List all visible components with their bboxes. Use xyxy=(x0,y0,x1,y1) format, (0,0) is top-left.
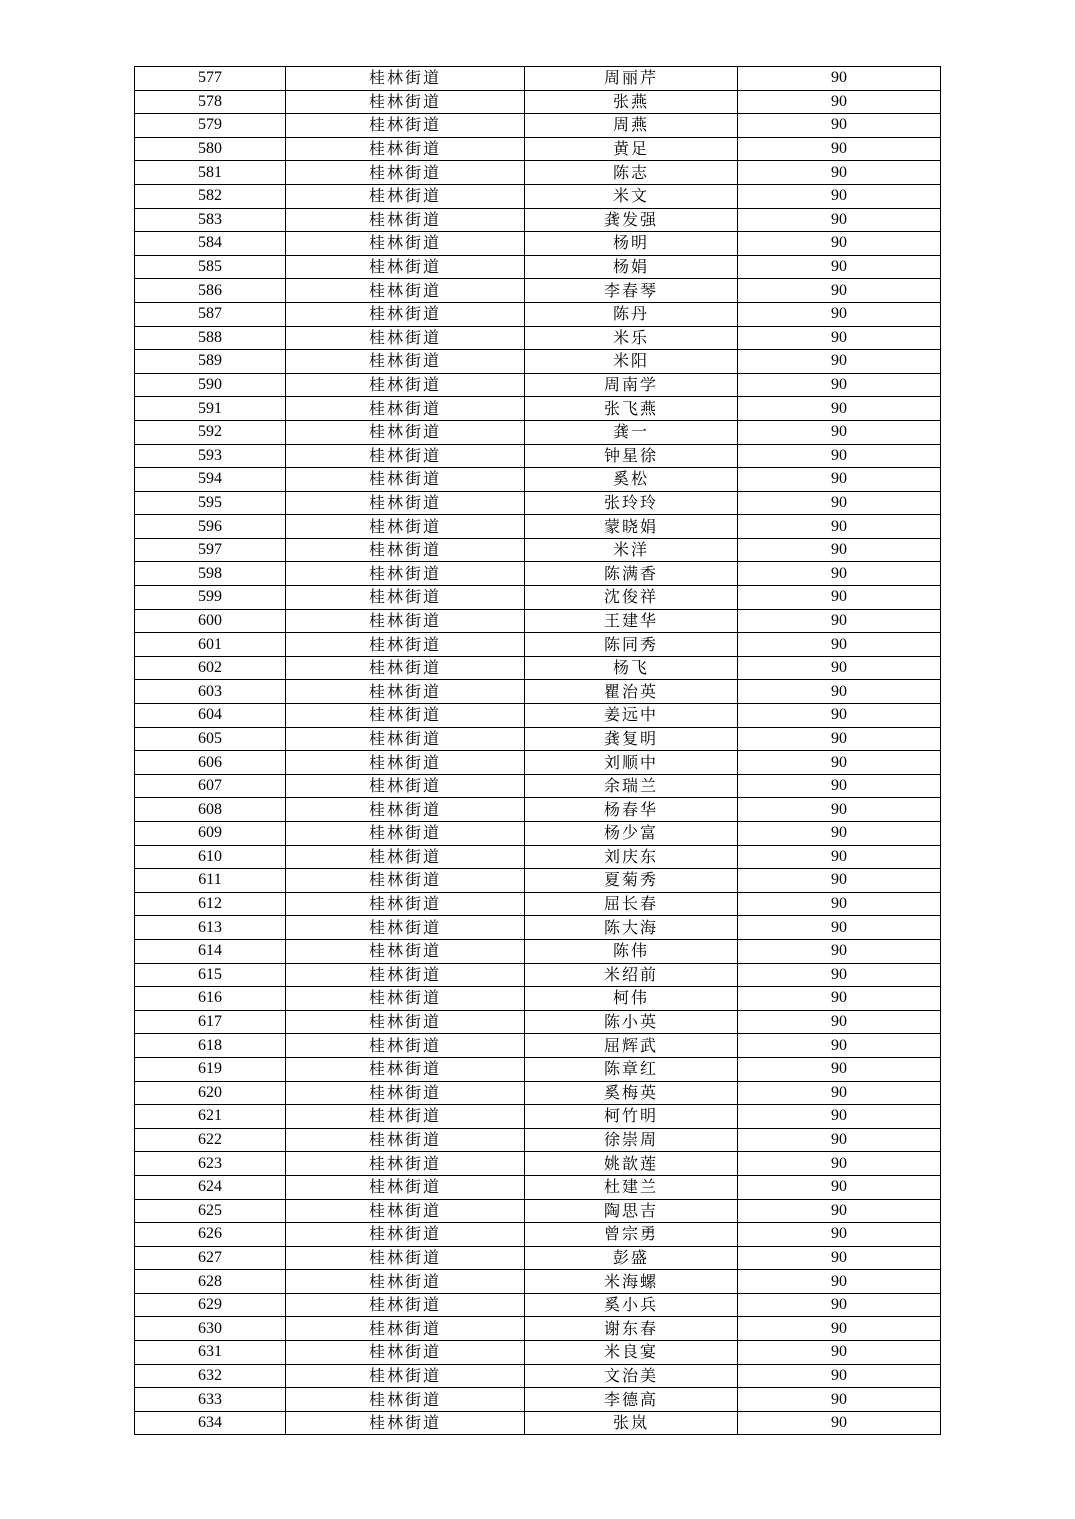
amount-value: 90 xyxy=(738,67,941,91)
person-name: 陶思吉 xyxy=(525,1199,738,1223)
amount-value: 90 xyxy=(738,987,941,1011)
table-row xyxy=(135,1411,941,1435)
amount-value: 90 xyxy=(738,633,941,657)
row-number: 580 xyxy=(135,137,286,161)
row-number: 622 xyxy=(135,1128,286,1152)
person-name: 刘顺中 xyxy=(525,751,738,775)
person-name: 龚一 xyxy=(525,420,738,444)
table-row xyxy=(135,350,941,374)
table-row xyxy=(135,869,941,893)
street-name: 桂林街道 xyxy=(286,1010,525,1034)
person-name: 龚复明 xyxy=(525,727,738,751)
street-name: 桂林街道 xyxy=(286,137,525,161)
row-number: 613 xyxy=(135,916,286,940)
street-name: 桂林街道 xyxy=(286,1293,525,1317)
table-row xyxy=(135,1270,941,1294)
row-number: 618 xyxy=(135,1034,286,1058)
person-name: 杨娟 xyxy=(525,255,738,279)
street-name: 桂林街道 xyxy=(286,515,525,539)
amount-value: 90 xyxy=(738,208,941,232)
person-name: 陈满香 xyxy=(525,562,738,586)
row-number: 601 xyxy=(135,633,286,657)
amount-value: 90 xyxy=(738,90,941,114)
amount-value: 90 xyxy=(738,798,941,822)
person-name: 周丽芹 xyxy=(525,67,738,91)
street-name: 桂林街道 xyxy=(286,1317,525,1341)
table-row xyxy=(135,1034,941,1058)
table-row xyxy=(135,1317,941,1341)
row-number: 594 xyxy=(135,468,286,492)
table-row xyxy=(135,515,941,539)
street-name: 桂林街道 xyxy=(286,751,525,775)
row-number: 591 xyxy=(135,397,286,421)
amount-value: 90 xyxy=(738,1010,941,1034)
table-row xyxy=(135,420,941,444)
row-number: 625 xyxy=(135,1199,286,1223)
table-row xyxy=(135,916,941,940)
street-name: 桂林街道 xyxy=(286,798,525,822)
street-name: 桂林街道 xyxy=(286,1105,525,1129)
row-number: 585 xyxy=(135,255,286,279)
roster-body xyxy=(135,67,941,1435)
table-row xyxy=(135,1105,941,1129)
amount-value: 90 xyxy=(738,538,941,562)
row-number: 608 xyxy=(135,798,286,822)
street-name: 桂林街道 xyxy=(286,1388,525,1412)
street-name: 桂林街道 xyxy=(286,1152,525,1176)
amount-value: 90 xyxy=(738,562,941,586)
street-name: 桂林街道 xyxy=(286,326,525,350)
street-name: 桂林街道 xyxy=(286,279,525,303)
amount-value: 90 xyxy=(738,845,941,869)
row-number: 596 xyxy=(135,515,286,539)
table-row xyxy=(135,444,941,468)
table-row xyxy=(135,1341,941,1365)
table-row xyxy=(135,939,941,963)
amount-value: 90 xyxy=(738,751,941,775)
street-name: 桂林街道 xyxy=(286,373,525,397)
table-row xyxy=(135,798,941,822)
person-name: 陈伟 xyxy=(525,939,738,963)
person-name: 张岚 xyxy=(525,1411,738,1435)
street-name: 桂林街道 xyxy=(286,1364,525,1388)
street-name: 桂林街道 xyxy=(286,468,525,492)
amount-value: 90 xyxy=(738,137,941,161)
table-row xyxy=(135,1293,941,1317)
amount-value: 90 xyxy=(738,114,941,138)
person-name: 陈章红 xyxy=(525,1057,738,1081)
person-name: 张玲玲 xyxy=(525,491,738,515)
row-number: 612 xyxy=(135,892,286,916)
person-name: 奚松 xyxy=(525,468,738,492)
person-name: 徐崇周 xyxy=(525,1128,738,1152)
person-name: 刘庆东 xyxy=(525,845,738,869)
roster-table xyxy=(134,66,941,1435)
person-name: 屈长春 xyxy=(525,892,738,916)
street-name: 桂林街道 xyxy=(286,208,525,232)
street-name: 桂林街道 xyxy=(286,161,525,185)
street-name: 桂林街道 xyxy=(286,609,525,633)
row-number: 586 xyxy=(135,279,286,303)
street-name: 桂林街道 xyxy=(286,727,525,751)
table-row xyxy=(135,184,941,208)
amount-value: 90 xyxy=(738,680,941,704)
amount-value: 90 xyxy=(738,1388,941,1412)
amount-value: 90 xyxy=(738,916,941,940)
row-number: 606 xyxy=(135,751,286,775)
amount-value: 90 xyxy=(738,963,941,987)
row-number: 599 xyxy=(135,586,286,610)
person-name: 张飞燕 xyxy=(525,397,738,421)
row-number: 620 xyxy=(135,1081,286,1105)
table-row xyxy=(135,1199,941,1223)
table-row xyxy=(135,774,941,798)
row-number: 631 xyxy=(135,1341,286,1365)
street-name: 桂林街道 xyxy=(286,680,525,704)
person-name: 彭盛 xyxy=(525,1246,738,1270)
row-number: 615 xyxy=(135,963,286,987)
street-name: 桂林街道 xyxy=(286,916,525,940)
street-name: 桂林街道 xyxy=(286,232,525,256)
amount-value: 90 xyxy=(738,1223,941,1247)
amount-value: 90 xyxy=(738,1105,941,1129)
person-name: 米文 xyxy=(525,184,738,208)
row-number: 628 xyxy=(135,1270,286,1294)
street-name: 桂林街道 xyxy=(286,1057,525,1081)
person-name: 柯竹明 xyxy=(525,1105,738,1129)
table-row xyxy=(135,1010,941,1034)
person-name: 沈俊祥 xyxy=(525,586,738,610)
table-row xyxy=(135,963,941,987)
street-name: 桂林街道 xyxy=(286,184,525,208)
row-number: 583 xyxy=(135,208,286,232)
row-number: 633 xyxy=(135,1388,286,1412)
table-row xyxy=(135,279,941,303)
person-name: 杨少富 xyxy=(525,822,738,846)
amount-value: 90 xyxy=(738,1199,941,1223)
street-name: 桂林街道 xyxy=(286,633,525,657)
street-name: 桂林街道 xyxy=(286,656,525,680)
amount-value: 90 xyxy=(738,727,941,751)
person-name: 屈辉武 xyxy=(525,1034,738,1058)
person-name: 杨飞 xyxy=(525,656,738,680)
street-name: 桂林街道 xyxy=(286,491,525,515)
street-name: 桂林街道 xyxy=(286,1128,525,1152)
amount-value: 90 xyxy=(738,468,941,492)
person-name: 米乐 xyxy=(525,326,738,350)
person-name: 陈同秀 xyxy=(525,633,738,657)
person-name: 米海螺 xyxy=(525,1270,738,1294)
row-number: 592 xyxy=(135,420,286,444)
amount-value: 90 xyxy=(738,1293,941,1317)
amount-value: 90 xyxy=(738,1057,941,1081)
table-row xyxy=(135,704,941,728)
table-row xyxy=(135,538,941,562)
street-name: 桂林街道 xyxy=(286,1246,525,1270)
table-row xyxy=(135,1246,941,1270)
person-name: 瞿治英 xyxy=(525,680,738,704)
row-number: 587 xyxy=(135,302,286,326)
street-name: 桂林街道 xyxy=(286,1341,525,1365)
person-name: 米绍前 xyxy=(525,963,738,987)
row-number: 588 xyxy=(135,326,286,350)
amount-value: 90 xyxy=(738,822,941,846)
table-row xyxy=(135,727,941,751)
table-row xyxy=(135,1364,941,1388)
amount-value: 90 xyxy=(738,255,941,279)
amount-value: 90 xyxy=(738,1317,941,1341)
street-name: 桂林街道 xyxy=(286,987,525,1011)
street-name: 桂林街道 xyxy=(286,869,525,893)
street-name: 桂林街道 xyxy=(286,963,525,987)
street-name: 桂林街道 xyxy=(286,255,525,279)
table-row xyxy=(135,326,941,350)
amount-value: 90 xyxy=(738,704,941,728)
table-row xyxy=(135,1223,941,1247)
street-name: 桂林街道 xyxy=(286,1034,525,1058)
table-row xyxy=(135,1128,941,1152)
table-row xyxy=(135,491,941,515)
table-row xyxy=(135,1152,941,1176)
table-row xyxy=(135,161,941,185)
table-row xyxy=(135,255,941,279)
street-name: 桂林街道 xyxy=(286,1081,525,1105)
person-name: 陈小英 xyxy=(525,1010,738,1034)
amount-value: 90 xyxy=(738,869,941,893)
row-number: 632 xyxy=(135,1364,286,1388)
row-number: 602 xyxy=(135,656,286,680)
amount-value: 90 xyxy=(738,279,941,303)
row-number: 595 xyxy=(135,491,286,515)
row-number: 593 xyxy=(135,444,286,468)
row-number: 600 xyxy=(135,609,286,633)
street-name: 桂林街道 xyxy=(286,845,525,869)
amount-value: 90 xyxy=(738,491,941,515)
amount-value: 90 xyxy=(738,609,941,633)
row-number: 579 xyxy=(135,114,286,138)
row-number: 614 xyxy=(135,939,286,963)
amount-value: 90 xyxy=(738,892,941,916)
person-name: 陈大海 xyxy=(525,916,738,940)
row-number: 621 xyxy=(135,1105,286,1129)
table-row xyxy=(135,1057,941,1081)
person-name: 谢东春 xyxy=(525,1317,738,1341)
row-number: 597 xyxy=(135,538,286,562)
street-name: 桂林街道 xyxy=(286,397,525,421)
person-name: 米阳 xyxy=(525,350,738,374)
person-name: 张燕 xyxy=(525,90,738,114)
person-name: 米良宴 xyxy=(525,1341,738,1365)
table-row xyxy=(135,987,941,1011)
person-name: 周燕 xyxy=(525,114,738,138)
row-number: 616 xyxy=(135,987,286,1011)
row-number: 589 xyxy=(135,350,286,374)
person-name: 李春琴 xyxy=(525,279,738,303)
street-name: 桂林街道 xyxy=(286,822,525,846)
table-row xyxy=(135,609,941,633)
amount-value: 90 xyxy=(738,1246,941,1270)
table-row xyxy=(135,822,941,846)
person-name: 蒙晓娟 xyxy=(525,515,738,539)
table-row xyxy=(135,373,941,397)
street-name: 桂林街道 xyxy=(286,892,525,916)
street-name: 桂林街道 xyxy=(286,704,525,728)
table-row xyxy=(135,562,941,586)
table-row xyxy=(135,845,941,869)
table-row xyxy=(135,468,941,492)
table-row xyxy=(135,656,941,680)
street-name: 桂林街道 xyxy=(286,350,525,374)
table-row xyxy=(135,586,941,610)
amount-value: 90 xyxy=(738,1364,941,1388)
amount-value: 90 xyxy=(738,1411,941,1435)
row-number: 619 xyxy=(135,1057,286,1081)
amount-value: 90 xyxy=(738,420,941,444)
table-row xyxy=(135,114,941,138)
amount-value: 90 xyxy=(738,515,941,539)
person-name: 曾宗勇 xyxy=(525,1223,738,1247)
person-name: 柯伟 xyxy=(525,987,738,1011)
table-row xyxy=(135,1081,941,1105)
table-row xyxy=(135,90,941,114)
person-name: 杨明 xyxy=(525,232,738,256)
table-row xyxy=(135,892,941,916)
row-number: 590 xyxy=(135,373,286,397)
table-row xyxy=(135,751,941,775)
person-name: 黄足 xyxy=(525,137,738,161)
amount-value: 90 xyxy=(738,444,941,468)
table-row xyxy=(135,232,941,256)
amount-value: 90 xyxy=(738,302,941,326)
row-number: 584 xyxy=(135,232,286,256)
person-name: 周南学 xyxy=(525,373,738,397)
street-name: 桂林街道 xyxy=(286,1411,525,1435)
table-row xyxy=(135,137,941,161)
person-name: 杨春华 xyxy=(525,798,738,822)
street-name: 桂林街道 xyxy=(286,302,525,326)
person-name: 龚发强 xyxy=(525,208,738,232)
street-name: 桂林街道 xyxy=(286,67,525,91)
street-name: 桂林街道 xyxy=(286,420,525,444)
street-name: 桂林街道 xyxy=(286,1199,525,1223)
person-name: 姚歆莲 xyxy=(525,1152,738,1176)
row-number: 626 xyxy=(135,1223,286,1247)
amount-value: 90 xyxy=(738,1270,941,1294)
amount-value: 90 xyxy=(738,1152,941,1176)
row-number: 623 xyxy=(135,1152,286,1176)
row-number: 611 xyxy=(135,869,286,893)
street-name: 桂林街道 xyxy=(286,562,525,586)
row-number: 629 xyxy=(135,1293,286,1317)
amount-value: 90 xyxy=(738,656,941,680)
person-name: 余瑞兰 xyxy=(525,774,738,798)
person-name: 钟星徐 xyxy=(525,444,738,468)
row-number: 582 xyxy=(135,184,286,208)
street-name: 桂林街道 xyxy=(286,1223,525,1247)
table-row xyxy=(135,208,941,232)
row-number: 578 xyxy=(135,90,286,114)
amount-value: 90 xyxy=(738,1128,941,1152)
row-number: 604 xyxy=(135,704,286,728)
amount-value: 90 xyxy=(738,184,941,208)
table-row xyxy=(135,397,941,421)
row-number: 627 xyxy=(135,1246,286,1270)
row-number: 630 xyxy=(135,1317,286,1341)
person-name: 米洋 xyxy=(525,538,738,562)
person-name: 夏菊秀 xyxy=(525,869,738,893)
street-name: 桂林街道 xyxy=(286,444,525,468)
amount-value: 90 xyxy=(738,1034,941,1058)
amount-value: 90 xyxy=(738,350,941,374)
row-number: 634 xyxy=(135,1411,286,1435)
street-name: 桂林街道 xyxy=(286,586,525,610)
amount-value: 90 xyxy=(738,939,941,963)
amount-value: 90 xyxy=(738,373,941,397)
row-number: 607 xyxy=(135,774,286,798)
street-name: 桂林街道 xyxy=(286,774,525,798)
row-number: 581 xyxy=(135,161,286,185)
table-row xyxy=(135,633,941,657)
person-name: 文治美 xyxy=(525,1364,738,1388)
row-number: 610 xyxy=(135,845,286,869)
amount-value: 90 xyxy=(738,1081,941,1105)
row-number: 605 xyxy=(135,727,286,751)
street-name: 桂林街道 xyxy=(286,1270,525,1294)
table-row xyxy=(135,1175,941,1199)
street-name: 桂林街道 xyxy=(286,90,525,114)
row-number: 603 xyxy=(135,680,286,704)
street-name: 桂林街道 xyxy=(286,1175,525,1199)
amount-value: 90 xyxy=(738,232,941,256)
row-number: 617 xyxy=(135,1010,286,1034)
table-row xyxy=(135,67,941,91)
table-row xyxy=(135,1388,941,1412)
amount-value: 90 xyxy=(738,326,941,350)
person-name: 姜远中 xyxy=(525,704,738,728)
amount-value: 90 xyxy=(738,586,941,610)
table-row xyxy=(135,302,941,326)
amount-value: 90 xyxy=(738,397,941,421)
street-name: 桂林街道 xyxy=(286,538,525,562)
person-name: 奚梅英 xyxy=(525,1081,738,1105)
person-name: 陈丹 xyxy=(525,302,738,326)
person-name: 杜建兰 xyxy=(525,1175,738,1199)
person-name: 王建华 xyxy=(525,609,738,633)
amount-value: 90 xyxy=(738,161,941,185)
row-number: 624 xyxy=(135,1175,286,1199)
person-name: 李德高 xyxy=(525,1388,738,1412)
row-number: 577 xyxy=(135,67,286,91)
amount-value: 90 xyxy=(738,774,941,798)
street-name: 桂林街道 xyxy=(286,939,525,963)
person-name: 奚小兵 xyxy=(525,1293,738,1317)
row-number: 598 xyxy=(135,562,286,586)
table-row xyxy=(135,680,941,704)
row-number: 609 xyxy=(135,822,286,846)
person-name: 陈志 xyxy=(525,161,738,185)
street-name: 桂林街道 xyxy=(286,114,525,138)
amount-value: 90 xyxy=(738,1341,941,1365)
amount-value: 90 xyxy=(738,1175,941,1199)
